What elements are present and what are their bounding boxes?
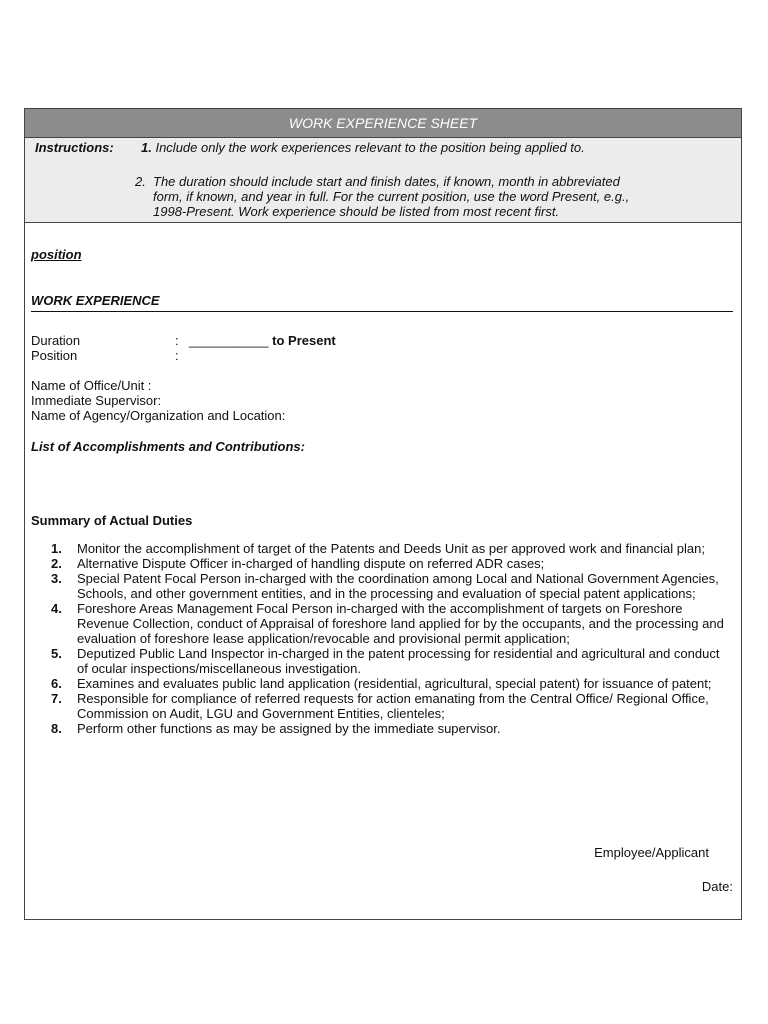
duty-number: 8.	[51, 721, 62, 736]
instruction-1-text: Include only the work experiences relevant to the position being applied to.	[155, 140, 585, 155]
duty-text: Foreshore Areas Management Focal Person in-charged with the accomplishment of targets on Foreshore Revenue Collection, conduct of Appraisal of foreshore land applied for by the occupants, and the processing and evaluation of foreshore lease application/revocable and provisional permit application;	[77, 601, 724, 646]
duty-text: Perform other functions as may be assigned by the immediate supervisor.	[77, 721, 501, 736]
duty-text: Deputized Public Land Inspector in-charged in the patent processing for residential and agricultural and conduct of ocular inspections/miscellaneous investigation.	[77, 646, 720, 676]
duty-number: 5.	[51, 646, 62, 661]
duty-text: Responsible for compliance of referred requests for action emanating from the Central Office/ Regional Office, Commission on Audit, LGU and Government Entities, clienteles;	[77, 691, 709, 721]
work-experience-sheet	[24, 108, 742, 920]
duty-item	[51, 601, 731, 646]
position-colon: :	[175, 348, 179, 363]
duty-item	[51, 541, 731, 556]
duty-number: 7.	[51, 691, 62, 706]
office-unit-label: Name of Office/Unit :	[31, 378, 152, 393]
duty-number: 3.	[51, 571, 62, 586]
duty-item	[51, 571, 731, 601]
heading-divider	[31, 311, 733, 312]
duty-text: Alternative Dispute Officer in-charged of handling dispute on referred ADR cases;	[77, 556, 545, 571]
instruction-2	[135, 174, 735, 219]
instruction-2-line-1: The duration should include start and finish dates, if known, month in abbreviated	[153, 174, 620, 189]
duty-number: 6.	[51, 676, 62, 691]
duty-number: 4.	[51, 601, 62, 616]
duration-to-present: to Present	[272, 333, 336, 348]
supervisor-label: Immediate Supervisor:	[31, 393, 162, 408]
position-heading: position	[31, 247, 82, 262]
duration-field	[31, 333, 336, 348]
duty-number: 2.	[51, 556, 62, 571]
instruction-1-number: 1.	[141, 140, 152, 155]
duration-start-blank: ___________	[189, 333, 269, 348]
duty-item	[51, 721, 731, 736]
instructions-box	[25, 138, 741, 223]
position-field	[31, 348, 189, 363]
sheet-title: WORK EXPERIENCE SHEET	[25, 109, 741, 138]
duration-colon: :	[175, 333, 179, 348]
duty-item	[51, 676, 731, 691]
instructions-label: Instructions:	[35, 140, 114, 155]
employee-applicant-label: Employee/Applicant	[594, 845, 709, 860]
duty-item	[51, 691, 731, 721]
duty-text: Monitor the accomplishment of target of the Patents and Deeds Unit as per approved work and financial plan;	[77, 541, 705, 556]
work-experience-heading: WORK EXPERIENCE	[31, 293, 160, 308]
position-field-label: Position	[31, 348, 78, 363]
duty-text: Examines and evaluates public land application (residential, agricultural, special patent) for issuance of patent;	[77, 676, 712, 691]
instruction-2-number: 2.	[135, 174, 146, 189]
duty-item	[51, 556, 731, 571]
instruction-2-line-3: 1998-Present. Work experience should be listed from most recent first.	[153, 204, 560, 219]
date-label: Date:	[701, 879, 733, 894]
duty-number: 1.	[51, 541, 62, 556]
accomplishments-heading: List of Accomplishments and Contributions:	[31, 439, 305, 454]
instruction-1	[141, 140, 585, 155]
summary-duties-heading: Summary of Actual Duties	[31, 513, 193, 528]
duration-label: Duration	[31, 333, 81, 348]
agency-label: Name of Agency/Organization and Location:	[31, 408, 286, 423]
instruction-2-line-2: form, if known, and year in full. For the current position, use the word Present, e.g.,	[153, 189, 630, 204]
duties-list	[51, 541, 731, 736]
duty-text: Special Patent Focal Person in-charged with the coordination among Local and National Government Agencies, Schools, and other government entities, and in the processing and evaluation of special patent applications;	[77, 571, 719, 601]
duty-item	[51, 646, 731, 676]
